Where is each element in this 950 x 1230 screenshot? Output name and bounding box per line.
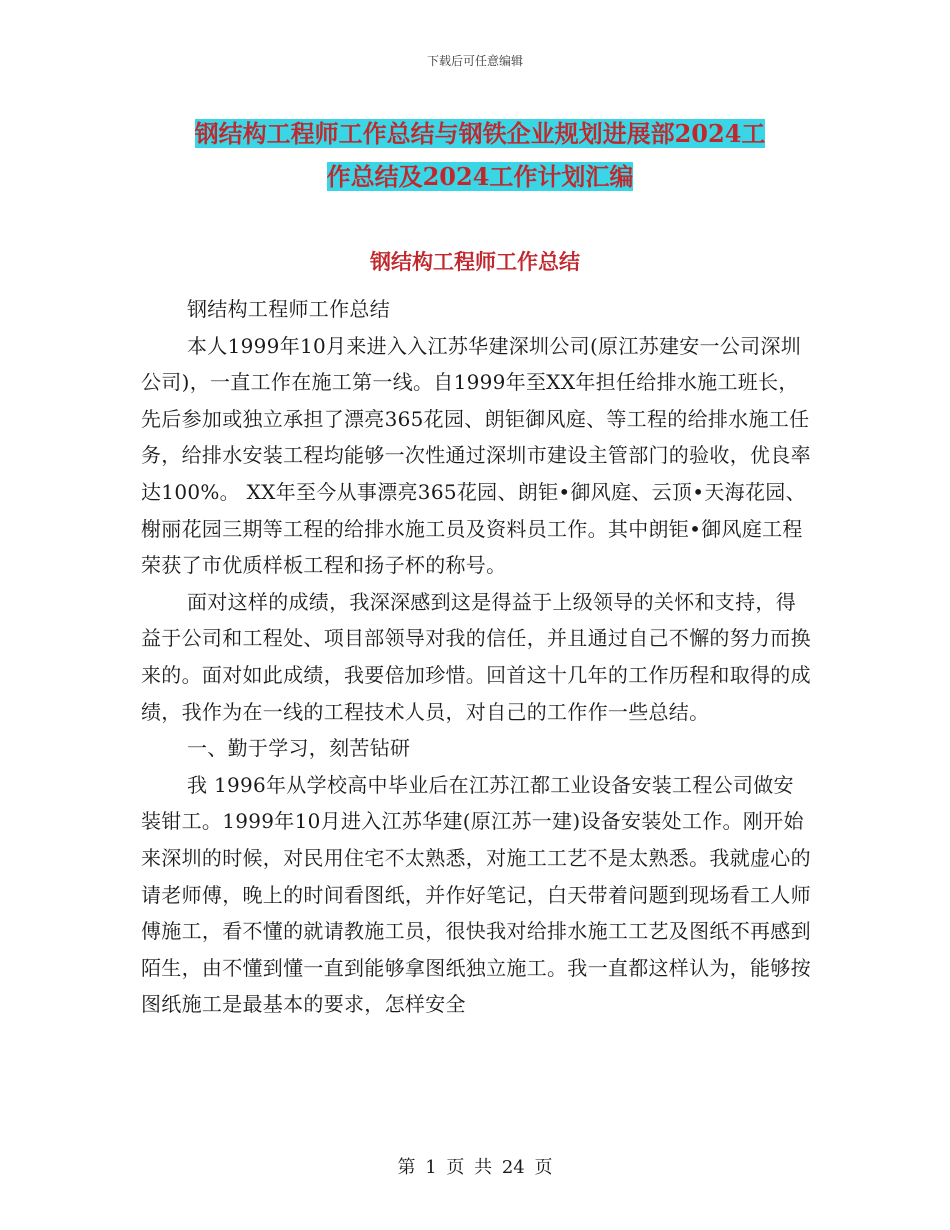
body-paragraph-5: 我 1996年从学校高中毕业后在江苏江都工业设备安装工程公司做安装钳工。1999年10月进入江苏华建(原江苏一建)设备安装处工作。刚开始来深圳的时候，对民用住宅不太熟悉，对施工工艺不是太熟悉。我就虚心的请老师傅，晚上的时间看图纸，并作好笔记，白天带着问题到现场看工人师傅施工，看不懂的就请教施工员，很快我对给排水施工工艺及图纸不再感到陌生，由不懂到懂一直到能够拿图纸独立施工。我一直都这样认为，能够按图纸施工是最基本的要求，怎样安全 (141, 772, 811, 1017)
body-paragraph-4: 一、勤于学习，刻苦钻研 (187, 736, 411, 761)
body-paragraph-2: 本人1999年10月来进入入江苏华建深圳公司(原江苏建安一公司深圳公司)，一直工作在施工第一线。自1999年至XX年担任给排水施工班长，先后参加或独立承担了漂亮365花园、朗钜御风庭、等工程的给排水施工任务，给排水安装工程均能够一次性通过深圳市建设主管部门的验收，优良率达100%。 XX年至今从事漂亮365花园、朗钜•御风庭、云顶•天海花园、榭丽花园三期等工程的给排水施工员及资料员工作。其中朗钜•御风庭工程荣获了市优质样板工程和扬子杯的称号。 (141, 333, 811, 578)
document-title (140, 112, 820, 198)
body-paragraph-3: 面对这样的成绩，我深深感到这是得益于上级领导的关怀和支持，得益于公司和工程处、项目部领导对我的信任，并且通过自己不懈的努力而换来的。面对如此成绩，我要倍加珍惜。回首这十几年的工作历程和取得的成绩，我作为在一线的工程技术人员，对自己的工作作一些总结。 (141, 589, 811, 724)
page-header-note: 下载后可任意编辑 (426, 54, 523, 68)
document-title-line-2: 作总结及2024工作计划汇编 (326, 162, 634, 191)
page-number-footer: 第 1 页 共 24 页 (397, 1157, 553, 1178)
body-paragraph-1: 钢结构工程师工作总结 (187, 297, 390, 321)
document-title-line-1: 钢结构工程师工作总结与钢铁企业规划进展部2024工 (194, 119, 766, 148)
document-body (141, 291, 813, 1023)
section-title: 钢结构工程师工作总结 (370, 249, 580, 274)
